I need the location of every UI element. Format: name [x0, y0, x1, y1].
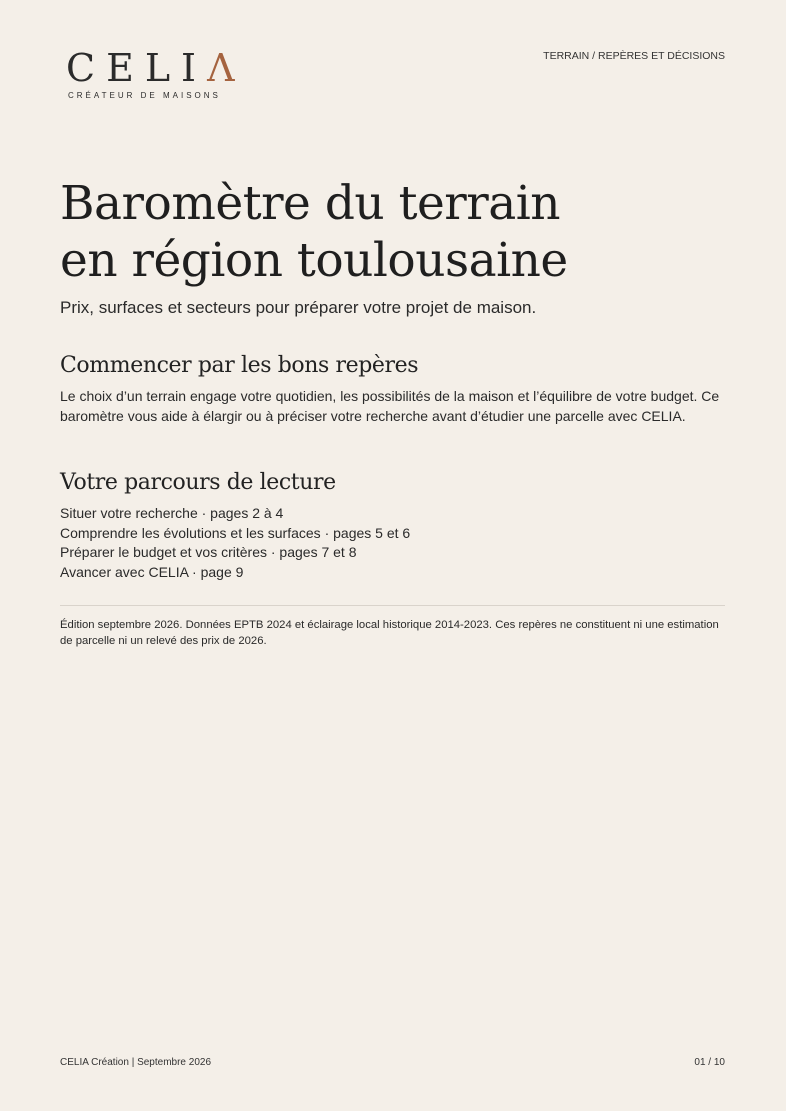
- header-section-tag: TERRAIN / REPÈRES ET DÉCISIONS: [543, 50, 725, 62]
- list-item: Comprendre les évolutions et les surfaces · pages 5 et 6: [60, 524, 411, 541]
- section-heading-start: Commencer par les bons repères: [60, 353, 419, 378]
- edition-note: Édition septembre 2026. Données EPTB 2024 et éclairage local historique 2014-2023. Ces repères ne constituent ni une estimation de parcelle ni un relevé des prix de 2026.: [60, 619, 719, 647]
- logo-word-main: CELI: [66, 46, 208, 90]
- logo-word-accent: Λ: [207, 46, 246, 90]
- section-body-start: Le choix d’un terrain engage votre quotidien, les possibilités de la maison et l’équilibre de votre budget. Ce baromètre vous aide à élargir ou à préciser votre recherche avant d’étudier une parcelle avec CELIA.: [60, 388, 720, 424]
- logo-tagline: CRÉATEUR DE MAISONS: [68, 91, 221, 100]
- list-item: Avancer avec CELIA · page 9: [60, 563, 244, 580]
- page-title: Baromètre du terrain en région toulousaine: [60, 176, 568, 288]
- section-heading-reading-path: Votre parcours de lecture: [60, 470, 336, 495]
- divider: [60, 605, 725, 606]
- logo-wordmark: [66, 48, 248, 88]
- page-subtitle: Prix, surfaces et secteurs pour préparer votre projet de maison.: [60, 298, 537, 317]
- list-item: Situer votre recherche · pages 2 à 4: [60, 505, 284, 521]
- page-number: 01 / 10: [694, 1057, 725, 1068]
- footer-credit: CELIA Création | Septembre 2026: [60, 1057, 212, 1068]
- celia-logo: [66, 48, 248, 104]
- reading-path-list: [60, 504, 410, 582]
- list-item: Préparer le budget et vos critères · pages 7 et 8: [60, 544, 357, 560]
